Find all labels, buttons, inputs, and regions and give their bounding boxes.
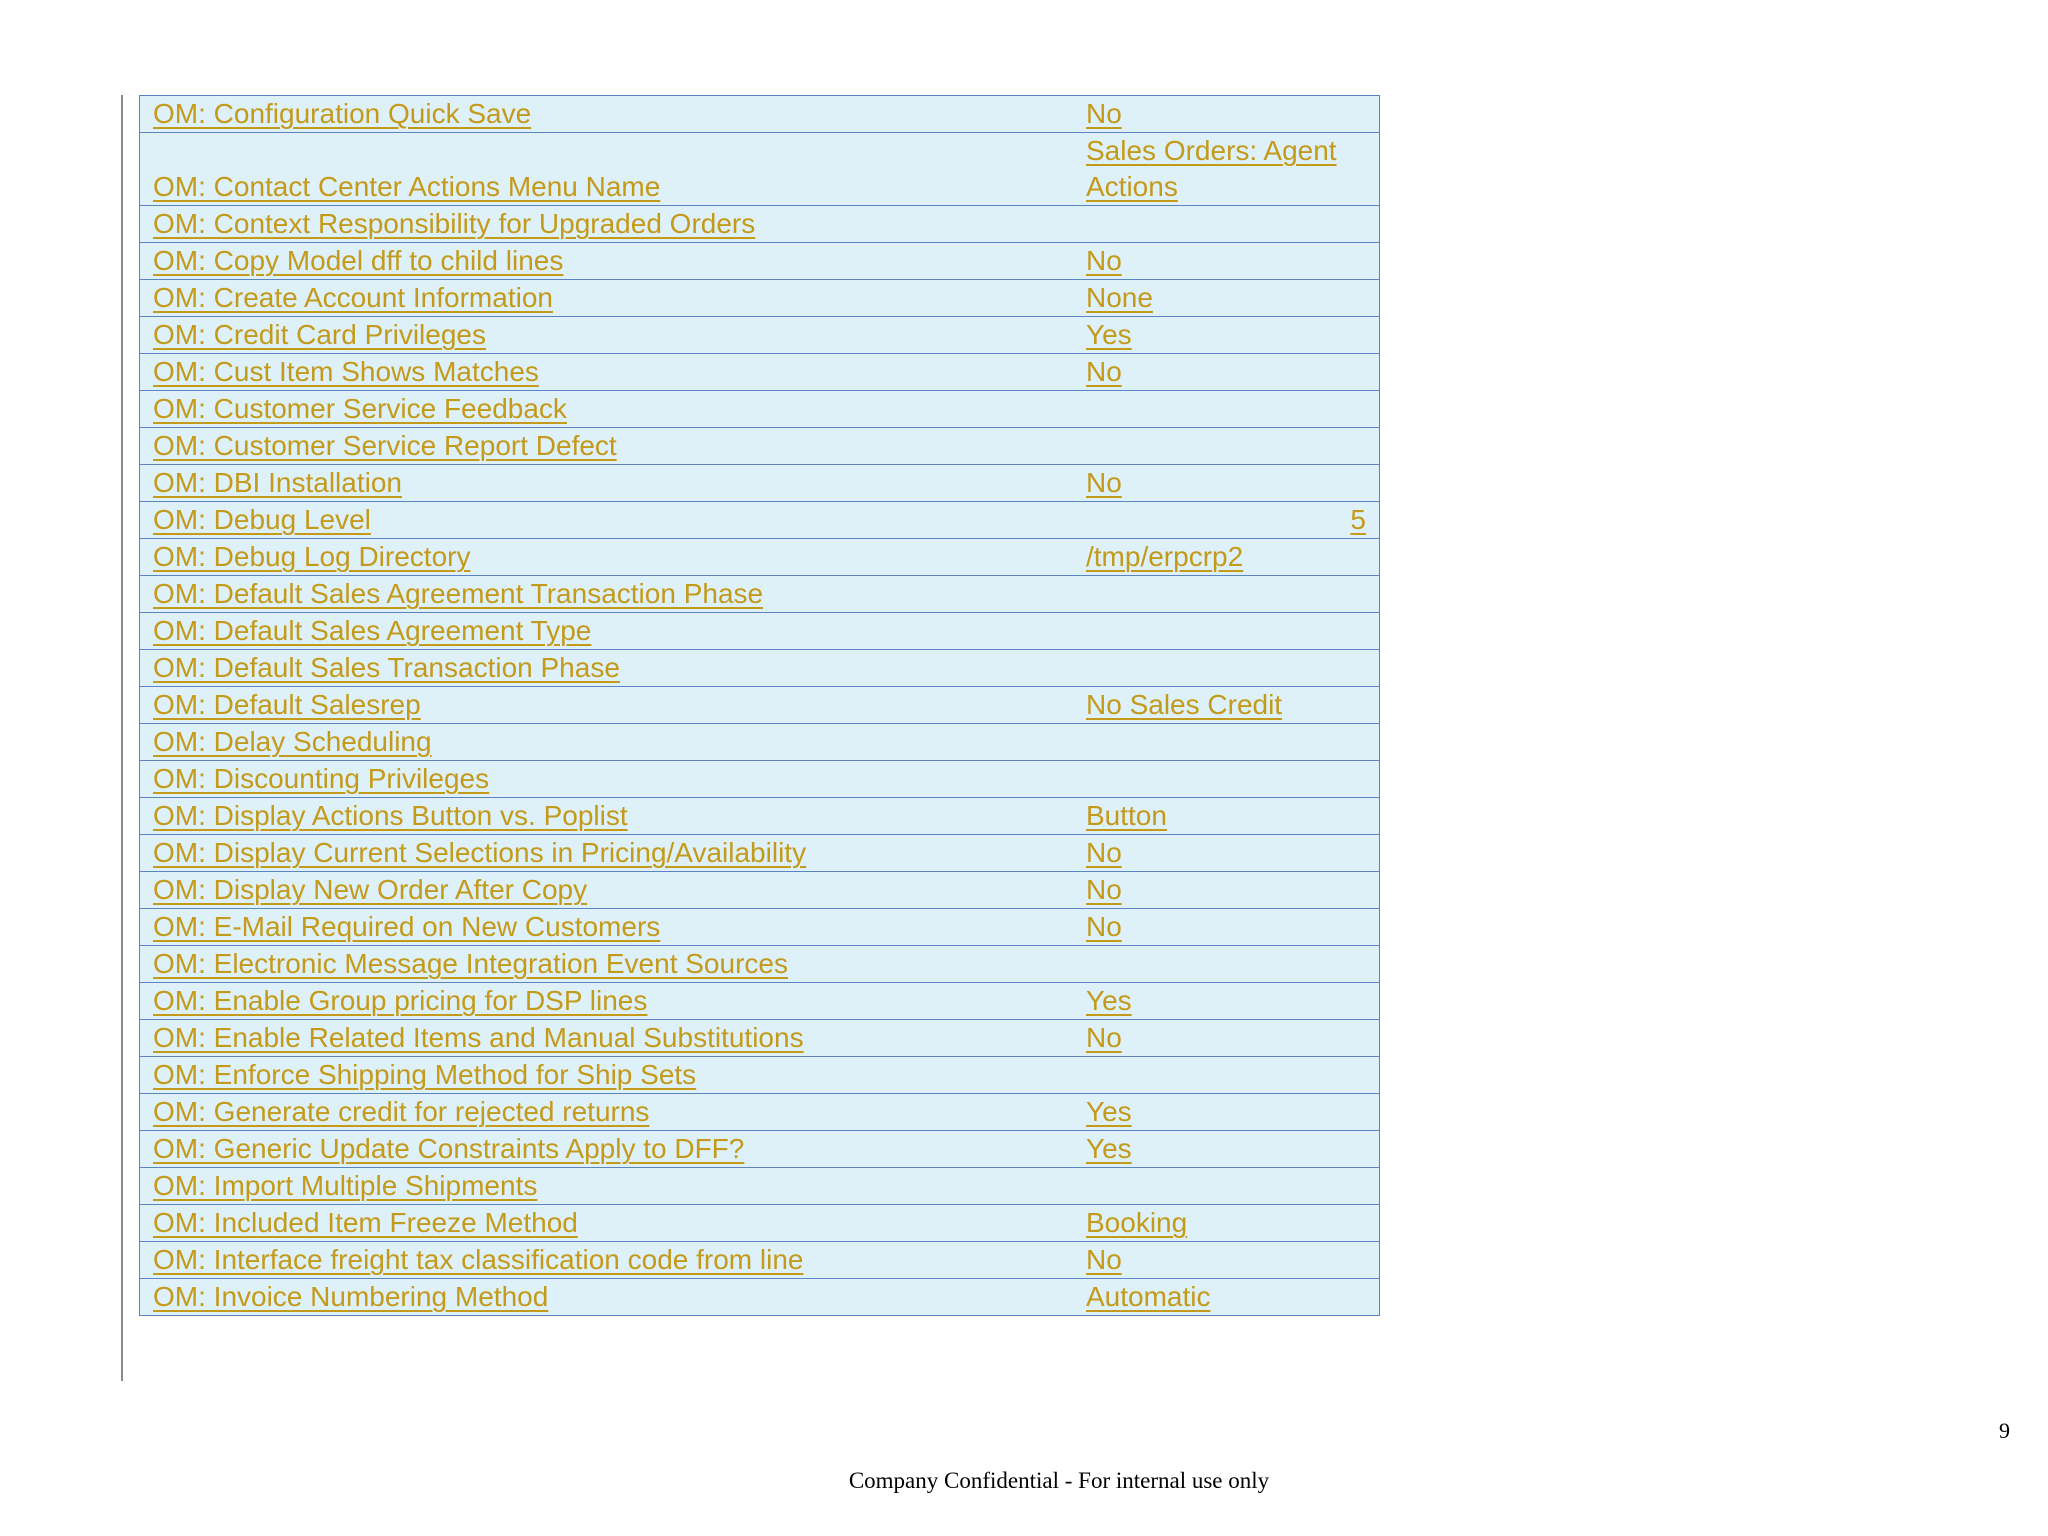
profile-value-cell <box>1073 1131 1380 1168</box>
profile-name-cell <box>140 1057 1074 1094</box>
profile-value-cell <box>1073 872 1380 909</box>
profile-value-link[interactable]: No <box>1086 245 1122 276</box>
table-row <box>140 317 1380 354</box>
profile-name-cell <box>140 391 1074 428</box>
table-row <box>140 798 1380 835</box>
table-row <box>140 1131 1380 1168</box>
page-number: 9 <box>1999 1418 2010 1443</box>
profile-name-cell <box>140 1279 1074 1316</box>
profile-name-cell <box>140 1020 1074 1057</box>
profile-value-cell <box>1073 798 1380 835</box>
table-row <box>140 1205 1380 1242</box>
profile-name-link[interactable]: OM: Contact Center Actions Menu Name <box>153 171 661 202</box>
table-row <box>140 96 1380 133</box>
profile-value-link[interactable]: No <box>1086 911 1122 942</box>
profile-name-cell <box>140 1131 1074 1168</box>
change-bar <box>121 95 123 1381</box>
profile-value-link[interactable]: No Sales Credit <box>1086 689 1283 720</box>
profile-name-link[interactable]: OM: Customer Service Feedback <box>153 393 567 424</box>
table-row <box>140 280 1380 317</box>
profile-value-cell <box>1073 576 1380 613</box>
profile-name-cell <box>140 428 1074 465</box>
profile-value-link[interactable]: No <box>1086 356 1122 387</box>
table-row <box>140 687 1380 724</box>
profile-name-link[interactable]: OM: Discounting Privileges <box>153 763 490 794</box>
profile-value-cell <box>1073 613 1380 650</box>
profile-value-cell <box>1073 391 1380 428</box>
profile-name-link[interactable]: OM: Configuration Quick Save <box>153 98 532 129</box>
profile-value-link[interactable]: No <box>1086 98 1122 129</box>
profile-name-cell <box>140 96 1074 133</box>
profile-name-cell <box>140 983 1074 1020</box>
profile-name-cell <box>140 576 1074 613</box>
table-row <box>140 946 1380 983</box>
profile-value-cell <box>1073 835 1380 872</box>
profile-name-link[interactable]: OM: Interface freight tax classification code from line <box>153 1244 804 1275</box>
table-row <box>140 1057 1380 1094</box>
profile-name-cell <box>140 502 1074 539</box>
profile-name-cell <box>140 1242 1074 1279</box>
table-row <box>140 354 1380 391</box>
profile-value-cell <box>1073 946 1380 983</box>
table-row <box>140 206 1380 243</box>
profile-value-cell <box>1073 243 1380 280</box>
profile-name-cell <box>140 946 1074 983</box>
profile-name-cell <box>140 243 1074 280</box>
profile-value-link[interactable]: No <box>1086 1244 1122 1275</box>
profile-value-cell <box>1073 687 1380 724</box>
profile-name-cell <box>140 133 1074 206</box>
profile-value-cell <box>1073 1279 1380 1316</box>
table-row <box>140 872 1380 909</box>
profile-name-link[interactable]: OM: Invoice Numbering Method <box>153 1281 549 1312</box>
profile-name-cell <box>140 613 1074 650</box>
profile-name-link[interactable]: OM: DBI Installation <box>153 467 402 498</box>
table-row <box>140 576 1380 613</box>
table-row <box>140 761 1380 798</box>
profile-name-link[interactable]: OM: Display New Order After Copy <box>153 874 588 905</box>
profile-name-cell <box>140 909 1074 946</box>
profile-name-link[interactable]: OM: Electronic Message Integration Event Sources <box>153 948 788 979</box>
profile-value-link[interactable]: Yes <box>1086 1096 1132 1127</box>
table-row <box>140 724 1380 761</box>
profile-value-link[interactable]: None <box>1086 282 1153 313</box>
profile-value-cell <box>1073 650 1380 687</box>
profile-name-link[interactable]: OM: Enforce Shipping Method for Ship Sets <box>153 1059 697 1090</box>
profile-value-link[interactable]: /tmp/erpcrp2 <box>1086 541 1244 572</box>
profile-name-cell <box>140 280 1074 317</box>
profile-value-cell <box>1073 354 1380 391</box>
profile-value-cell <box>1073 465 1380 502</box>
profile-name-cell <box>140 650 1074 687</box>
profile-value-cell <box>1073 1020 1380 1057</box>
profile-name-link[interactable]: OM: Customer Service Report Defect <box>153 430 617 461</box>
profile-name-cell <box>140 687 1074 724</box>
profile-value-link[interactable]: No <box>1086 1022 1122 1053</box>
profile-name-link[interactable]: OM: Copy Model dff to child lines <box>153 245 564 276</box>
profile-value-link[interactable]: No <box>1086 874 1122 905</box>
profile-name-cell <box>140 1168 1074 1205</box>
profile-name-cell <box>140 1205 1074 1242</box>
profile-value-cell <box>1073 724 1380 761</box>
profile-name-cell <box>140 835 1074 872</box>
profile-value-link[interactable]: Yes <box>1086 319 1132 350</box>
profile-name-cell <box>140 872 1074 909</box>
profile-value-cell <box>1073 317 1380 354</box>
profile-value-cell <box>1073 133 1380 206</box>
profile-name-link[interactable]: OM: Generate credit for rejected returns <box>153 1096 650 1127</box>
profile-name-link[interactable]: OM: Default Salesrep <box>153 689 421 720</box>
profile-name-link[interactable]: OM: Delay Scheduling <box>153 726 432 757</box>
profile-name-link[interactable]: OM: Debug Level <box>153 504 371 535</box>
profile-value-cell <box>1073 909 1380 946</box>
profile-name-cell <box>140 798 1074 835</box>
profile-name-cell <box>140 761 1074 798</box>
profile-value-link[interactable]: Yes <box>1086 1133 1132 1164</box>
table-row <box>140 391 1380 428</box>
profile-name-link[interactable]: OM: Default Sales Transaction Phase <box>153 652 620 683</box>
table-row <box>140 650 1380 687</box>
table-row <box>140 1094 1380 1131</box>
profile-name-link[interactable]: OM: Cust Item Shows Matches <box>153 356 539 387</box>
profile-value-link[interactable]: Sales Orders: Agent Actions <box>1086 135 1337 202</box>
profile-value-cell <box>1073 1205 1380 1242</box>
profile-value-cell <box>1073 502 1380 539</box>
profile-value-cell <box>1073 983 1380 1020</box>
profile-name-link[interactable]: OM: Credit Card Privileges <box>153 319 486 350</box>
profile-value-cell <box>1073 761 1380 798</box>
profile-value-cell <box>1073 539 1380 576</box>
table-row <box>140 983 1380 1020</box>
profile-value-link[interactable]: Yes <box>1086 985 1132 1016</box>
footer-confidential: Company Confidential - For internal use only <box>848 1468 1270 1493</box>
profile-name-cell <box>140 317 1074 354</box>
profile-value-cell <box>1073 428 1380 465</box>
profile-name-link[interactable]: OM: Enable Related Items and Manual Substitutions <box>153 1022 804 1053</box>
profile-name-link[interactable]: OM: Included Item Freeze Method <box>153 1207 578 1238</box>
profile-name-link[interactable]: OM: Display Current Selections in Pricing/Availability <box>153 837 807 868</box>
profile-value-link[interactable]: 5 <box>1350 504 1366 535</box>
profile-name-cell <box>140 539 1074 576</box>
profile-options-table <box>139 95 1380 1316</box>
table-row <box>140 909 1380 946</box>
profile-name-link[interactable]: OM: Import Multiple Shipments <box>153 1170 538 1201</box>
profile-name-cell <box>140 724 1074 761</box>
profile-value-cell <box>1073 1057 1380 1094</box>
profile-name-link[interactable]: OM: Default Sales Agreement Transaction Phase <box>153 578 764 609</box>
profile-value-link[interactable]: Booking <box>1086 1207 1188 1238</box>
profile-name-link[interactable]: OM: Context Responsibility for Upgraded Orders <box>153 208 756 239</box>
table-row <box>140 465 1380 502</box>
profile-value-cell <box>1073 1094 1380 1131</box>
table-row <box>140 243 1380 280</box>
profile-name-cell <box>140 1094 1074 1131</box>
table-row <box>140 613 1380 650</box>
profile-value-cell <box>1073 280 1380 317</box>
profile-value-cell <box>1073 96 1380 133</box>
table-row <box>140 1279 1380 1316</box>
profile-value-link[interactable]: Button <box>1086 800 1167 831</box>
table-row <box>140 1020 1380 1057</box>
profile-options-body <box>140 96 1380 1316</box>
profile-name-cell <box>140 354 1074 391</box>
profile-value-link[interactable]: No <box>1086 837 1122 868</box>
profile-name-link[interactable]: OM: Enable Group pricing for DSP lines <box>153 985 648 1016</box>
profile-name-link[interactable]: OM: Debug Log Directory <box>153 541 471 572</box>
profile-value-cell <box>1073 1168 1380 1205</box>
table-row <box>140 428 1380 465</box>
profile-name-link[interactable]: OM: Display Actions Button vs. Poplist <box>153 800 628 831</box>
table-row <box>140 133 1380 206</box>
table-row <box>140 1168 1380 1205</box>
profile-name-link[interactable]: OM: Create Account Information <box>153 282 553 313</box>
profile-name-cell <box>140 465 1074 502</box>
profile-value-cell <box>1073 206 1380 243</box>
profile-name-link[interactable]: OM: Generic Update Constraints Apply to DFF? <box>153 1133 745 1164</box>
profile-value-cell <box>1073 1242 1380 1279</box>
profile-name-link[interactable]: OM: Default Sales Agreement Type <box>153 615 592 646</box>
table-row <box>140 835 1380 872</box>
profile-value-link[interactable]: No <box>1086 467 1122 498</box>
profile-value-link[interactable]: Automatic <box>1086 1281 1211 1312</box>
profile-name-link[interactable]: OM: E-Mail Required on New Customers <box>153 911 661 942</box>
profile-name-cell <box>140 206 1074 243</box>
table-row <box>140 539 1380 576</box>
table-row <box>140 1242 1380 1279</box>
table-row <box>140 502 1380 539</box>
